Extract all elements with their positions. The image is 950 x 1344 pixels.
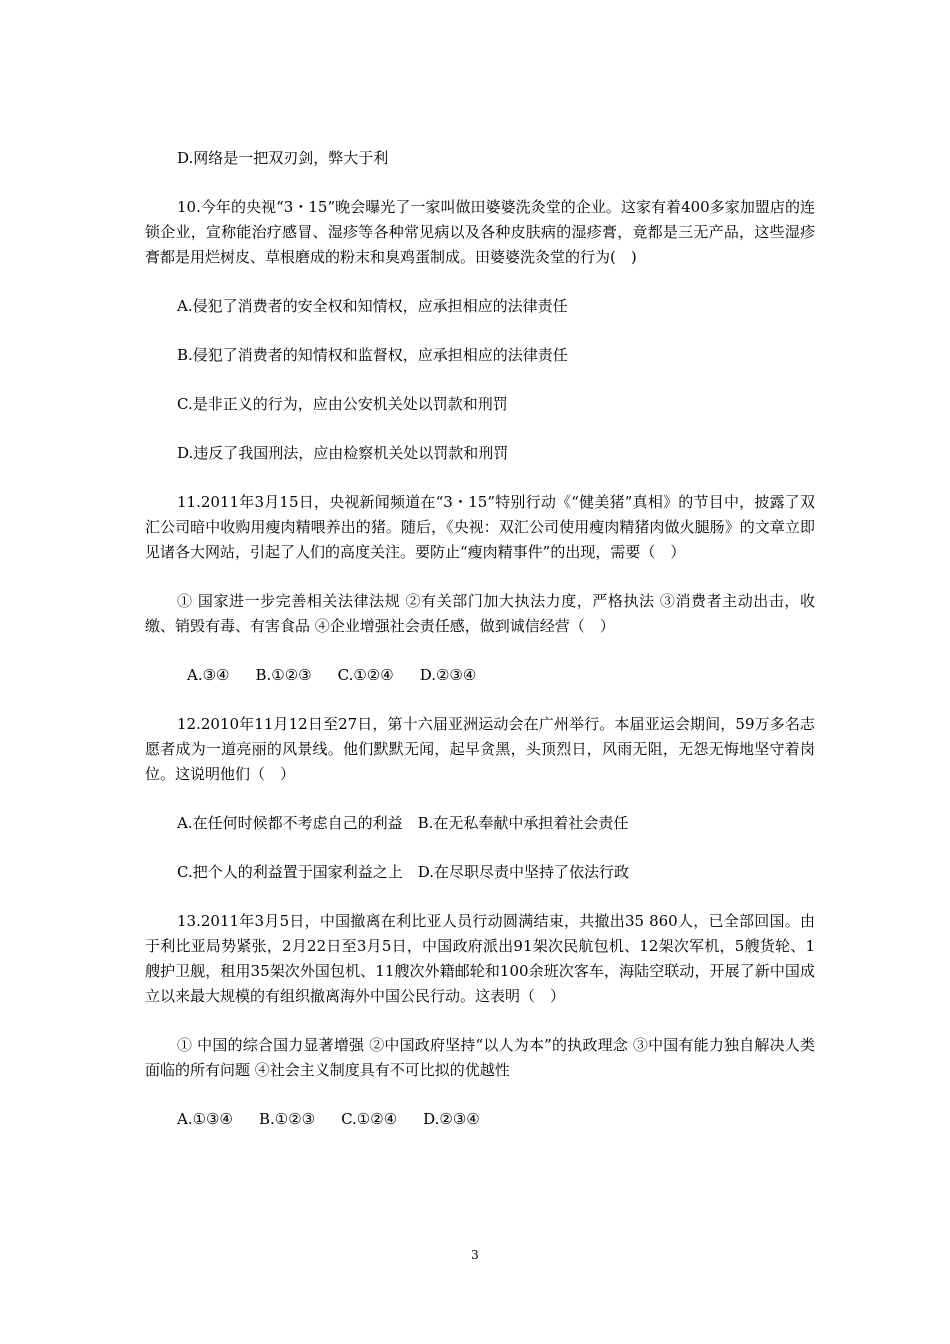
page-number: 3 [471, 1248, 479, 1262]
q12-options-ab: A.在任何时候都不考虑自己的利益 B.在无私奉献中承担着社会责任 [177, 814, 629, 832]
q10-option-d: D.违反了我国刑法，应由检察机关处以罚款和刑罚 [177, 444, 509, 462]
q10-option-c: C.是非正义的行为，应由公安机关处以罚款和刑罚 [177, 395, 508, 413]
q13-choices [177, 1107, 815, 1132]
q11-choice-a: A.③④ [187, 666, 230, 684]
q10-option-b: B.侵犯了消费者的知情权和监督权，应承担相应的法律责任 [177, 346, 568, 364]
q13-choice-c: C.①②④ [341, 1110, 398, 1128]
q11-choice-d: D.②③④ [419, 666, 477, 684]
q13-choice-d: D.②③④ [423, 1110, 480, 1128]
q10-stem: 10.今年的央视“3・15”晚会曝光了一家叫做田婆婆洗灸堂的企业。这家有着400多家加盟店的连锁企业，宣称能治疗感冒、湿疹等各种常见病以及各种皮肤病的湿疹膏，竟都是三无产品，这些湿疹膏都是用烂树皮、草根磨成的粉末和臭鸡蛋制成。田婆婆洗灸堂的行为( ) [145, 198, 815, 266]
q13-stem: 13.2011年3月5日，中国撤离在利比亚人员行动圆满结束，共撤出35 860人，已全部回国。由于利比亚局势紧张，2月22日至3月5日，中国政府派出91架次民航包机、12架次军机，5艘货轮、1艘护卫舰，租用35架次外国包机、11艘次外籍邮轮和100余班次客车，海陆空联动，开展了新中国成立以来最大规模的有组织撤离海外中国公民行动。这表明（ ） [145, 912, 815, 1005]
q9-option-d: D.网络是一把双刃剑，弊大于利 [177, 149, 389, 167]
q12-stem: 12.2010年11月12日至27日，第十六届亚洲运动会在广州举行。本届亚运会期间，59万多名志愿者成为一道亮丽的风景线。他们默默无闻，起早贪黑，头顶烈日，风雨无阻，无怨无悔地坚守着岗位。这说明他们（ ） [145, 715, 815, 783]
q13-choice-b: B.①②③ [258, 1110, 316, 1128]
q11-choice-b: B.①②③ [255, 666, 312, 684]
q11-statements: ① 国家进一步完善相关法律法规 ②有关部门加大执法力度，严格执法 ③消费者主动出击，收缴、销毁有毒、有害食品 ④企业增强社会责任感，做到诚信经营（ ） [145, 592, 815, 635]
q11-stem: 11.2011年3月15日，央视新闻频道在“3・15”特别行动《“健美猪”真相》的节目中，披露了双汇公司暗中收购用瘦肉精喂养出的猪。随后，《央视：双汇公司使用瘦肉精猪肉做火腿肠》的文章立即见诸各大网站，引起了人们的高度关注。要防止“瘦肉精事件”的出现，需要（ ） [145, 493, 815, 561]
q13-statements: ① 中国的综合国力显著增强 ②中国政府坚持“以人为本”的执政理念 ③中国有能力独自解决人类面临的所有问题 ④社会主义制度具有不可比拟的优越性 [145, 1036, 815, 1079]
document-body [145, 146, 815, 1156]
q12-options-cd: C.把个人的利益置于国家利益之上 D.在尽职尽责中坚持了依法行政 [177, 863, 629, 881]
q10-option-a: A.侵犯了消费者的安全权和知情权，应承担相应的法律责任 [177, 297, 568, 315]
q11-choice-c: C.①②④ [337, 666, 394, 684]
q11-choices [187, 663, 815, 688]
q13-choice-a: A.①③④ [177, 1110, 233, 1128]
